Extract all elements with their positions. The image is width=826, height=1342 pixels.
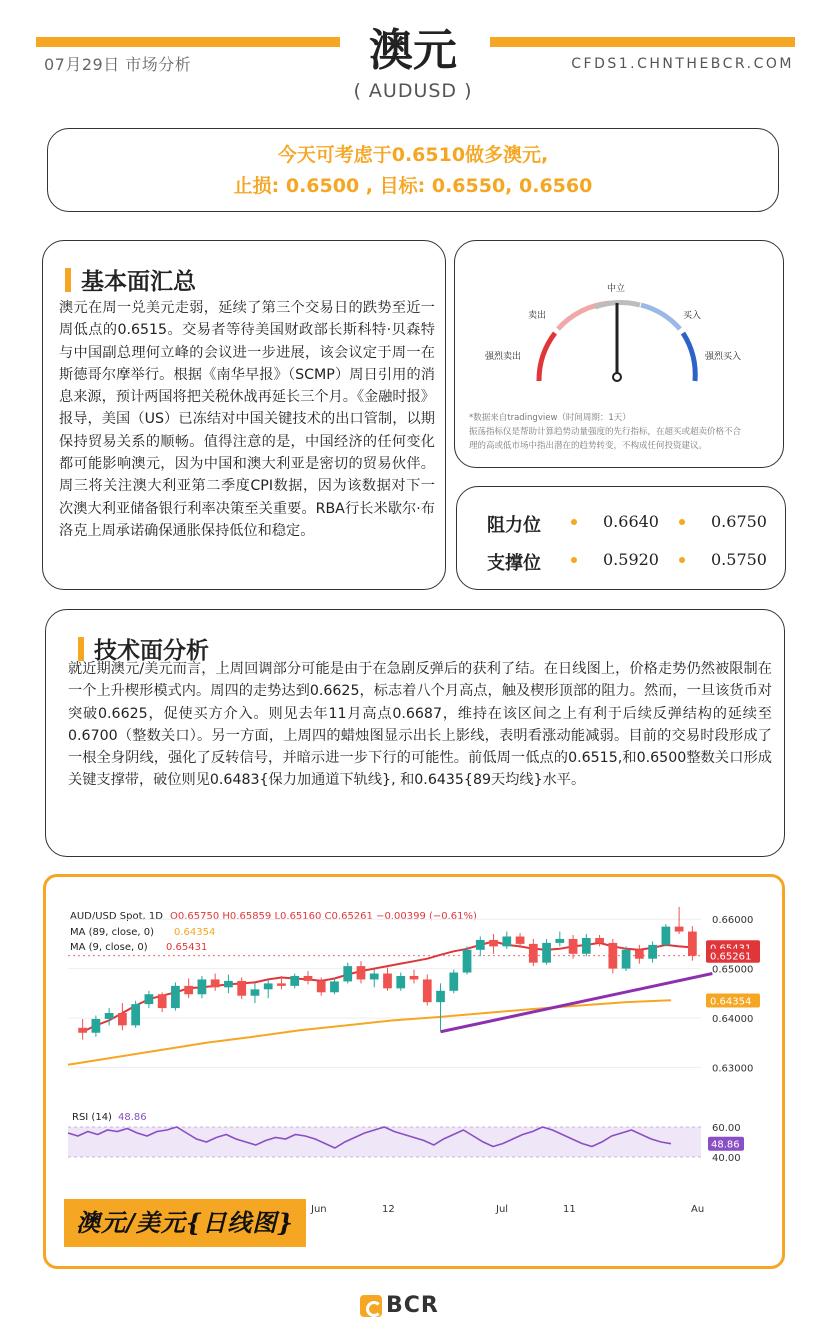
gauge-arc-strong-buy (683, 333, 695, 381)
support-row (457, 541, 785, 577)
candle-body (211, 979, 220, 987)
support-1: 0.5920 (603, 550, 659, 569)
candle-body (370, 974, 379, 980)
time-axis-label: 12 (382, 1204, 395, 1215)
chart-caption: 澳元/美元{日线图} (64, 1199, 306, 1247)
candle-body (516, 936, 525, 943)
ma9-value: 0.65431 (166, 942, 208, 953)
gauge-note-disclaimer-1: 振荡指标仪是帮助计算趋势动量强度的先行指标，在超买或超卖价格不合 (469, 427, 742, 437)
candle-body (569, 939, 578, 954)
brand-name: BCR (386, 1293, 439, 1318)
resistance-2: 0.6750 (711, 512, 767, 531)
bullet-dot (571, 519, 577, 525)
candle-body (145, 994, 154, 1004)
candle-body (92, 1019, 101, 1033)
site-url[interactable]: CFDS1.CHNTHEBCR.COM (571, 56, 794, 72)
candle-body (396, 976, 405, 988)
candle-body (595, 938, 604, 943)
gauge-note-disclaimer-2: 理的高或低市场中指出潜在的趋势转变，不构成任何投资建议。 (469, 441, 708, 451)
levels-box (456, 486, 786, 590)
chart-ohlc: O0.65750 H0.65859 L0.65160 C0.65261 −0.00399 (−0.61%) (170, 911, 477, 922)
gauge-label-sell: 卖出 (528, 311, 547, 321)
candle-body (489, 940, 498, 946)
technical-title: 技术面分析 (94, 638, 209, 664)
price-tick-label: 0.65000 (712, 964, 754, 976)
page-subtitle: ( AUDUSD ) (353, 80, 473, 102)
candle-body (648, 945, 657, 959)
chart-title: AUD/USD Spot, 1D (70, 911, 163, 922)
resistance-1: 0.6640 (603, 512, 659, 531)
gauge-arc-buy (641, 305, 680, 329)
fundamental-body: 澳元在周一兑美元走弱，延续了第三个交易日的跌势至近一周低点的0.6515。交易者等待美国财政部长斯科特·贝森特与中国副总理何立峰的会议进一步进展，该会议定于周一在斯德哥尔摩举行。根据《南华早报》（SCMP）周日引用的消息来源，预计两国将把关税休战再延长三个月。《金融时报》报导，美国（US）已冻结对中国关键技术的出口管制，以期保持贸易关系的顺畅。值得注意的是，中国经济的任何变化都可能影响澳元，因为中国和澳大利亚是密切的贸易伙伴。周三将关注澳大利亚第二季度CPI数据，因为该数据对下一次澳大利亚储备银行利率决策至关重要。RBA行长米歇尔·布洛克上周承诺确保通胀保持低位和稳定。 (59, 300, 435, 539)
candle-body (449, 973, 458, 991)
brand-mark-icon (360, 1295, 382, 1317)
candle-body (237, 981, 246, 996)
candle-body (304, 976, 313, 981)
candle-body (608, 943, 617, 969)
sentiment-gauge (455, 241, 785, 411)
price-tag-label: 0.64354 (710, 996, 752, 1008)
ma89-line (68, 1000, 671, 1065)
candle-body (661, 927, 670, 945)
heading-accent-bar (78, 637, 84, 661)
ma89-label: MA (89, close, 0) (70, 927, 155, 938)
resistance-row (457, 503, 785, 539)
price-tick-label: 0.63000 (712, 1063, 754, 1075)
trendline (441, 974, 713, 1032)
candle-body (105, 1013, 114, 1019)
fundamental-heading (65, 263, 196, 296)
candle-body (264, 983, 273, 989)
candle-body (290, 976, 299, 986)
rsi-value-tag-label: 48.86 (711, 1139, 740, 1151)
gauge-label-buy: 买入 (683, 311, 702, 321)
technical-box (45, 609, 785, 857)
price-tag-label: 0.65261 (710, 951, 752, 963)
candle-body (158, 994, 167, 1008)
trade-tip-targets: 止损: 0.6500 , 目标: 0.6550, 0.6560 (233, 175, 593, 197)
candle-body (224, 981, 233, 987)
time-axis-label: Jun (311, 1204, 327, 1215)
time-axis-label: Jul (496, 1204, 509, 1215)
ma89-value: 0.64354 (174, 927, 216, 938)
candle-body (277, 983, 286, 985)
heading-accent-bar (65, 268, 71, 292)
candle-body (675, 927, 684, 932)
bullet-dot (679, 557, 685, 563)
candle-body (251, 989, 260, 995)
candle-body (383, 974, 392, 989)
rsi-label: RSI (14) (72, 1112, 112, 1123)
sentiment-gauge-box (454, 240, 784, 468)
fundamental-title: 基本面汇总 (81, 269, 196, 295)
candle-body (476, 940, 485, 950)
candle-body (118, 1013, 127, 1025)
technical-body: 就近期澳元/美元而言，上周回调部分可能是由于在急剧反弹后的获利了结。在日线图上，价格走势仍然被限制在一个上升楔形模式内。周四的走势达到0.6625，标志着八个月高点，触及楔形顶部的阻力。然而，一旦该货币对突破0.6625，促使买方介入。则见去年11月高点0.6687，维持在该区间之上有利于后续反弹结构的延续至0.6700（整数关口）。另一方面，上周四的蜡烛图显示出长上影线，表明看涨动能减弱。目前的交易时段形成了一根全身阴线，强化了反转信号，并暗示进一步下行的可能性。前低周一低点的0.6515,和0.6500整数关口形成关键支撑带，破位则见0.6483{保力加通道下轨线}, 和0.6435{89天均线}水平。 (68, 661, 772, 789)
price-tick-label: 0.64000 (712, 1013, 754, 1025)
gauge-pivot (613, 373, 621, 381)
support-label: 支撑位 (487, 553, 541, 574)
candle-body (502, 936, 511, 946)
rsi-band (68, 1127, 701, 1157)
candle-body (343, 966, 352, 981)
candle-body (555, 939, 564, 943)
trade-tip-box (47, 128, 779, 212)
time-axis-label: 11 (563, 1204, 576, 1215)
candle-body (317, 981, 326, 992)
candle-body (131, 1004, 140, 1025)
candle-body (436, 991, 445, 1002)
chart-plot-layer (68, 907, 760, 1215)
bullet-dot (679, 519, 685, 525)
price-chart-box (43, 874, 785, 1269)
gauge-label-strong-sell: 强烈卖出 (485, 352, 522, 362)
ma9-label: MA (9, close, 0) (70, 942, 148, 953)
candle-body (542, 943, 551, 963)
report-date: 07月29日 市场分析 (44, 55, 192, 74)
candle-body (198, 979, 207, 994)
gauge-note-source: *数据来自tradingview（时间周期：1天） (469, 413, 631, 423)
candle-body (688, 932, 697, 956)
page-title: 澳元 (369, 25, 457, 76)
rsi-tick-label: 60.00 (712, 1123, 741, 1134)
candle-body (171, 986, 180, 1008)
fundamental-box (42, 240, 446, 590)
candle-body (529, 944, 538, 963)
gauge-label-neutral: 中立 (607, 284, 626, 294)
gauge-note (469, 411, 773, 453)
candle-body (582, 938, 591, 954)
candle-body (330, 981, 339, 992)
price-tick-label: 0.66000 (712, 915, 754, 927)
trade-tip-entry: 今天可考虑于0.6510做多澳元, (277, 144, 549, 166)
rsi-tick-label: 40.00 (712, 1153, 741, 1164)
candle-body (78, 1028, 87, 1033)
support-2: 0.5750 (711, 550, 767, 569)
candle-body (622, 950, 631, 969)
candle-body (423, 979, 432, 1002)
resistance-label: 阻力位 (487, 515, 541, 536)
candle-body (463, 950, 472, 973)
candle-body (357, 966, 366, 979)
candle-body (184, 986, 193, 994)
rsi-value-label: 48.86 (118, 1112, 147, 1123)
gauge-label-strong-buy: 强烈买入 (705, 352, 742, 362)
footer-logo (360, 1293, 439, 1318)
candle-body (635, 950, 644, 959)
bullet-dot (571, 557, 577, 563)
time-axis-label: Au (691, 1204, 705, 1215)
gauge-arc-strong-sell (539, 333, 555, 381)
candle-body (410, 976, 419, 979)
